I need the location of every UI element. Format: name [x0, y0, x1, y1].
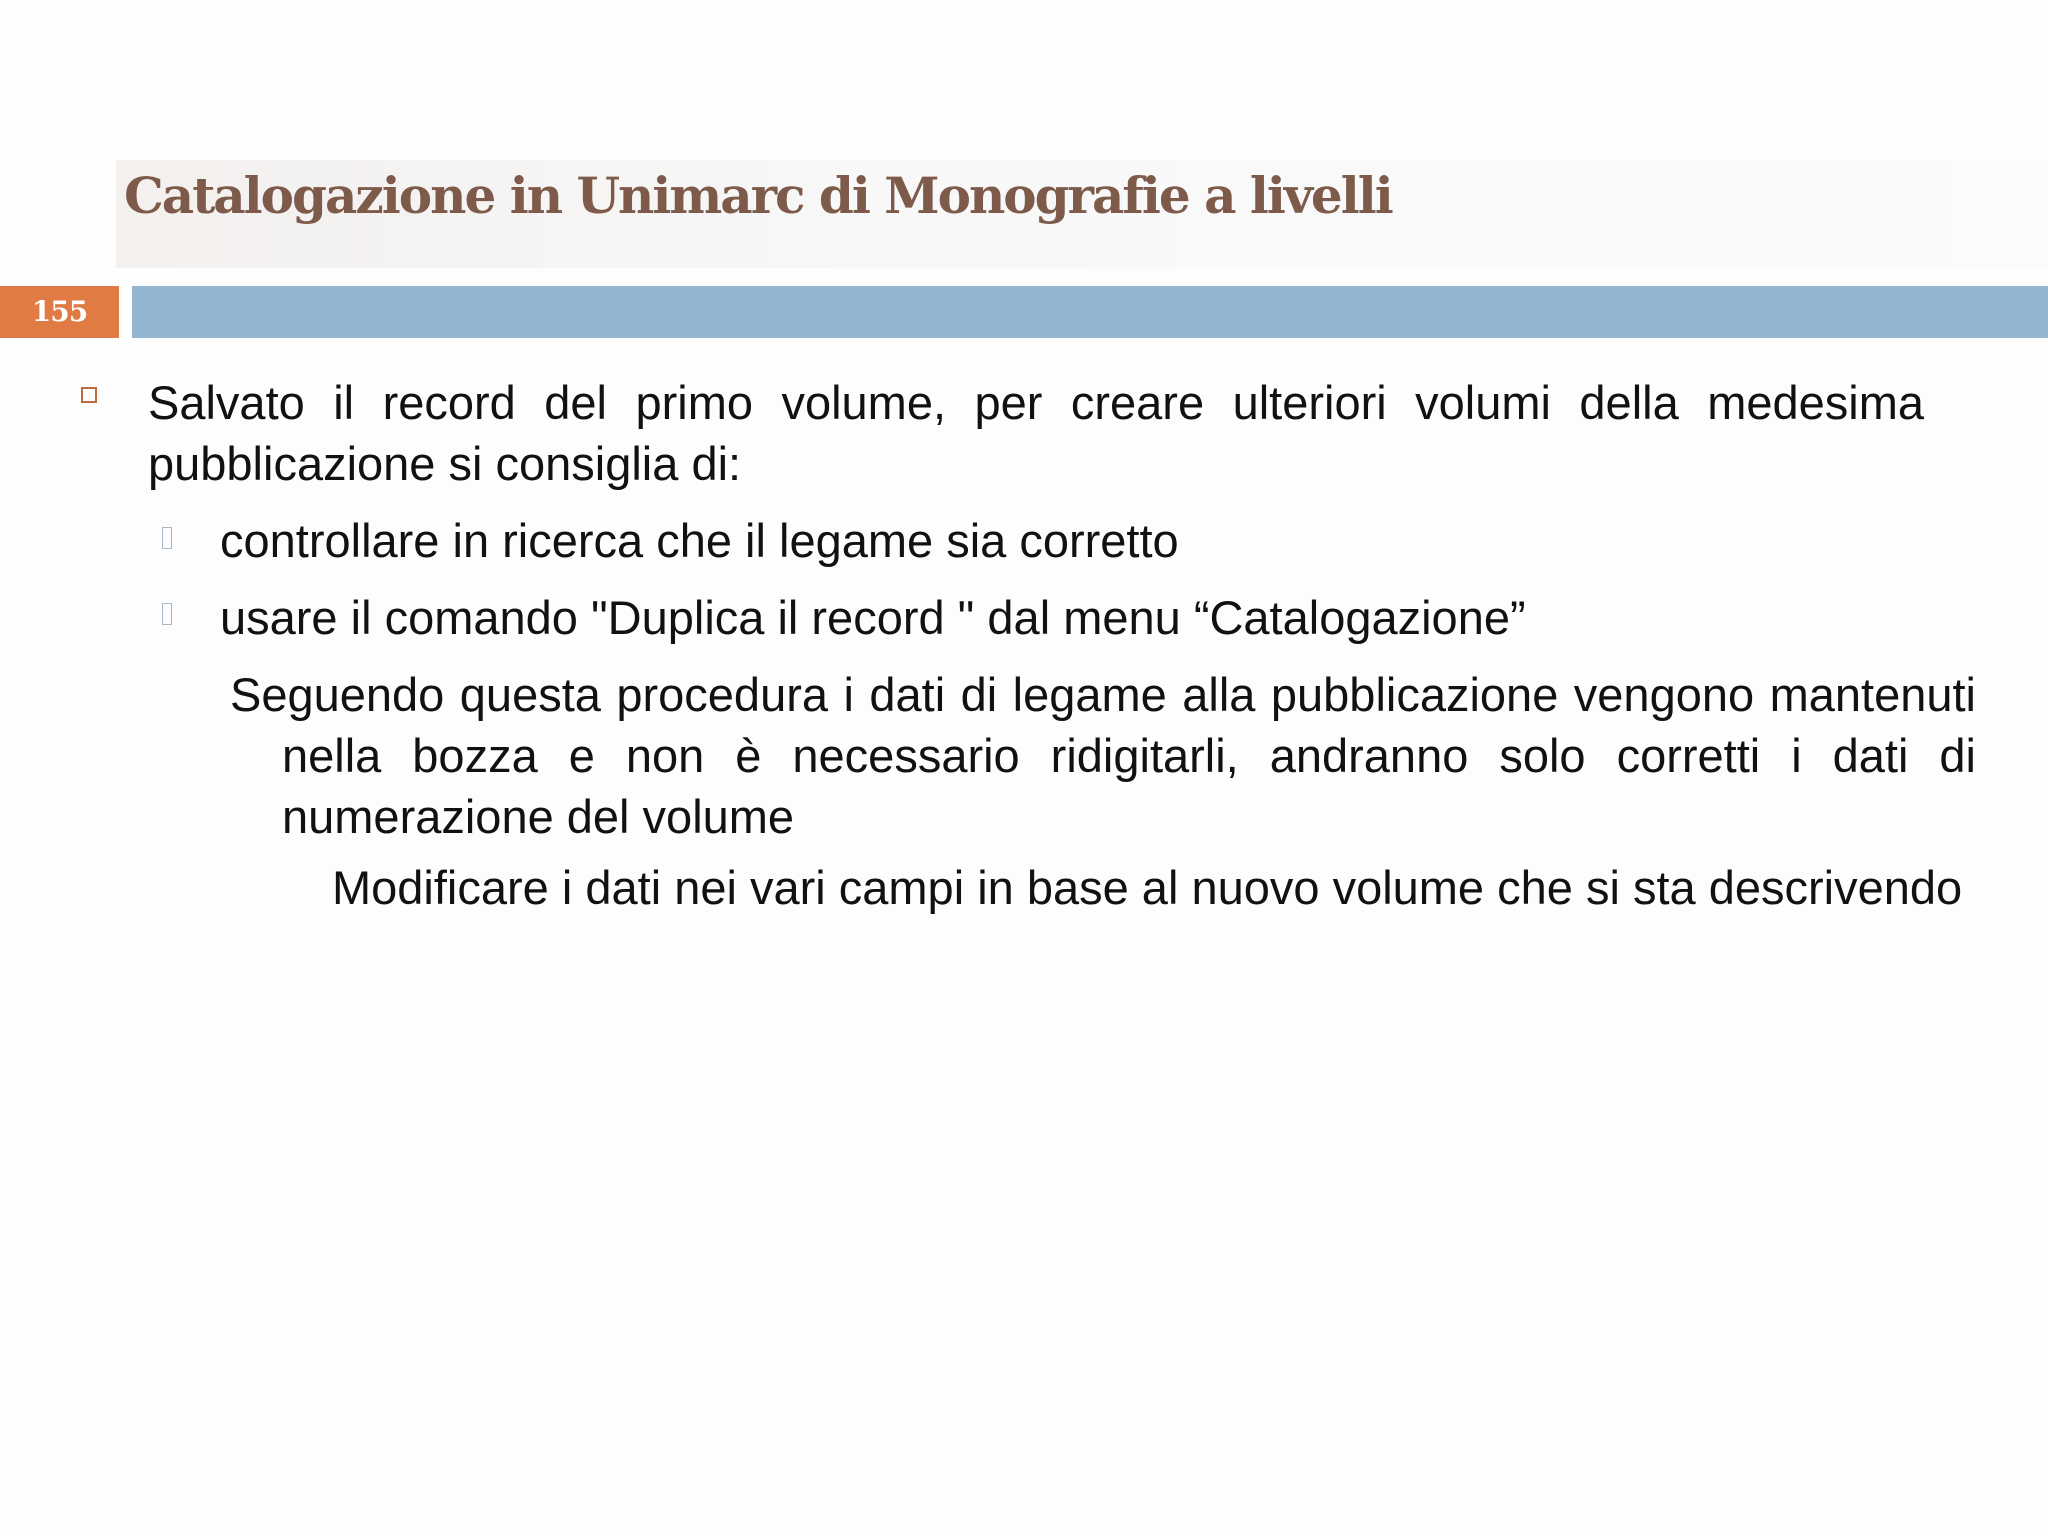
bullet-paragraph: Salvato il record del primo volume, per creare ulteriori volumi della medesima pubblicazione si consiglia di:	[148, 376, 1924, 490]
square-bullet-icon	[81, 387, 97, 403]
procedure-paragraph: Seguendo questa procedura i dati di legame alla pubblicazione vengono mantenuti nella bozza e non è necessario ridigitarli, andranno solo corretti i dati di numerazione del volume	[230, 668, 1976, 843]
slide-number-badge: 155	[0, 286, 119, 338]
slide-title: Catalogazione in Unimarc di Monografie a livelli	[124, 166, 1392, 225]
sub-bullet-icon	[162, 603, 172, 625]
sub-item-2: usare il comando "Duplica il record " dal menu “Catalogazione”	[220, 591, 1526, 644]
modify-paragraph: Modificare i dati nei vari campi in base al nuovo volume che si sta descrivendo	[332, 861, 1963, 914]
sub-item-1: controllare in ricerca che il legame sia corretto	[220, 514, 1179, 567]
sub-bullet-icon	[162, 527, 172, 549]
